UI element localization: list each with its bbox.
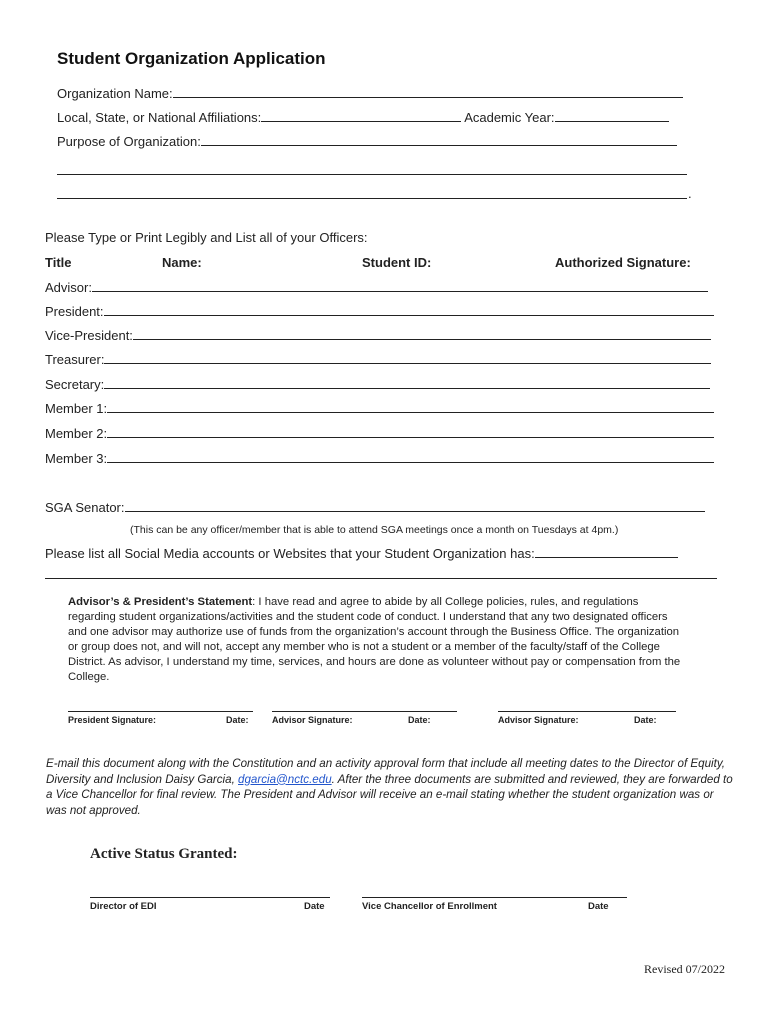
statement-heading: Advisor’s & President’s Statement — [68, 596, 253, 608]
header-student-id: Student ID: — [362, 255, 432, 270]
officer-row-label: Member 3: — [45, 451, 108, 466]
social-media-line-2[interactable] — [45, 578, 717, 579]
officer-row-member-2[interactable] — [45, 426, 714, 441]
email-instructions — [46, 756, 736, 818]
sga-senator-field[interactable] — [45, 500, 705, 515]
director-label: Director of EDI — [90, 901, 157, 912]
officer-row-line[interactable] — [104, 377, 710, 389]
officer-row-advisor[interactable] — [45, 280, 708, 295]
social-media-line[interactable] — [535, 546, 678, 558]
officer-row-line[interactable] — [133, 328, 711, 340]
sga-note: (This can be any officer/member that is able to attend SGA meetings once a month on Tuesdays at 4pm.) — [130, 524, 619, 536]
sga-senator-line[interactable] — [125, 500, 705, 512]
officer-row-secretary[interactable] — [45, 377, 710, 392]
vice-chancellor-date-label: Date — [588, 901, 609, 912]
form-title: Student Organization Application — [57, 49, 326, 68]
header-title: Title — [45, 255, 72, 270]
president-signature-line[interactable] — [68, 711, 253, 712]
advisor-signature-label-2: Advisor Signature: — [498, 715, 579, 725]
affiliations-line[interactable] — [261, 110, 461, 122]
purpose-field[interactable] — [57, 134, 677, 149]
affiliations-label: Local, State, or National Affiliations: — [57, 110, 262, 125]
purpose-period: . — [688, 186, 692, 201]
statement-paragraph — [68, 595, 683, 685]
header-name: Name: — [162, 255, 202, 270]
officer-row-label: Secretary: — [45, 377, 105, 392]
email-link[interactable]: dgarcia@nctc.edu — [238, 772, 332, 786]
purpose-line-2[interactable] — [57, 174, 687, 175]
org-name-line[interactable] — [173, 86, 683, 98]
social-media-label: Please list all Social Media accounts or Websites that your Student Organization has: — [45, 546, 535, 561]
officer-row-line[interactable] — [107, 426, 714, 438]
org-name-field[interactable] — [57, 86, 683, 101]
officer-row-label: Vice-President: — [45, 328, 133, 343]
advisor-signature-line-2[interactable] — [498, 711, 676, 712]
advisor-signature-label: Advisor Signature: — [272, 715, 353, 725]
advisor-date-label-2: Date: — [634, 715, 657, 725]
officer-row-president[interactable] — [45, 304, 714, 319]
officer-row-vice-president[interactable] — [45, 328, 711, 343]
officer-row-label: President: — [45, 304, 104, 319]
statement-body: : I have read and agree to abide by all College policies, rules, and regulations regarding student organizations/activities and the student code of conduct. I understand that any two designated officers and one advisor may authorize use of funds from the organization’s account through the Business Office. The organization or group does not, and will not, accept any member who is not a student or a member of the faculty/staff of the College District. As advisor, I understand my time, services, and hours are done as volunteer without pay or compensation from the College. — [68, 596, 681, 683]
revised-date: Revised 07/2022 — [644, 962, 725, 976]
org-name-label: Organization Name: — [57, 86, 173, 101]
officer-row-line[interactable] — [92, 280, 708, 292]
president-signature-label: President Signature: — [68, 715, 157, 725]
advisor-signature-line[interactable] — [272, 711, 457, 712]
officer-row-label: Member 1: — [45, 401, 108, 416]
director-date-label: Date — [304, 901, 325, 912]
president-date-label: Date: — [226, 715, 249, 725]
officer-row-line[interactable] — [104, 304, 714, 316]
academic-year-label: Academic Year: — [464, 110, 555, 125]
header-authorized-signature: Authorized Signature: — [555, 255, 691, 270]
purpose-line[interactable] — [201, 134, 677, 146]
officer-row-treasurer[interactable] — [45, 352, 711, 367]
officer-row-line[interactable] — [107, 451, 714, 463]
officer-row-line[interactable] — [104, 352, 711, 364]
advisor-date-label: Date: — [408, 715, 431, 725]
vice-chancellor-label: Vice Chancellor of Enrollment — [362, 901, 497, 912]
purpose-label: Purpose of Organization: — [57, 134, 201, 149]
sga-senator-label: SGA Senator: — [45, 500, 125, 515]
officer-row-member-1[interactable] — [45, 401, 714, 416]
officer-row-member-3[interactable] — [45, 451, 714, 466]
director-signature-line[interactable] — [90, 897, 330, 898]
officer-row-label: Advisor: — [45, 280, 92, 295]
affiliations-field[interactable] — [57, 110, 669, 125]
active-status-heading: Active Status Granted: — [90, 846, 238, 862]
officer-row-line[interactable] — [107, 401, 714, 413]
officer-row-label: Treasurer: — [45, 352, 105, 367]
email-text-before: E-mail this document along with the Constitution and an activity approval form that include all meeting dates to the Director of Equity, Diversity and Inclusion Daisy Garcia, — [46, 757, 726, 786]
social-media-field[interactable] — [45, 546, 678, 561]
purpose-line-3[interactable] — [57, 198, 687, 199]
officers-instruction: Please Type or Print Legibly and List all of your Officers: — [45, 230, 368, 245]
officer-row-label: Member 2: — [45, 426, 108, 441]
academic-year-line[interactable] — [555, 110, 669, 122]
email-text-after: . After the three documents are submitted and reviewed, they are forwarded to a Vice Chancellor for final review. The President and Advisor will receive an e-mail stating whether the student organization was or was not approved. — [46, 772, 733, 817]
vice-chancellor-signature-line[interactable] — [362, 897, 627, 898]
